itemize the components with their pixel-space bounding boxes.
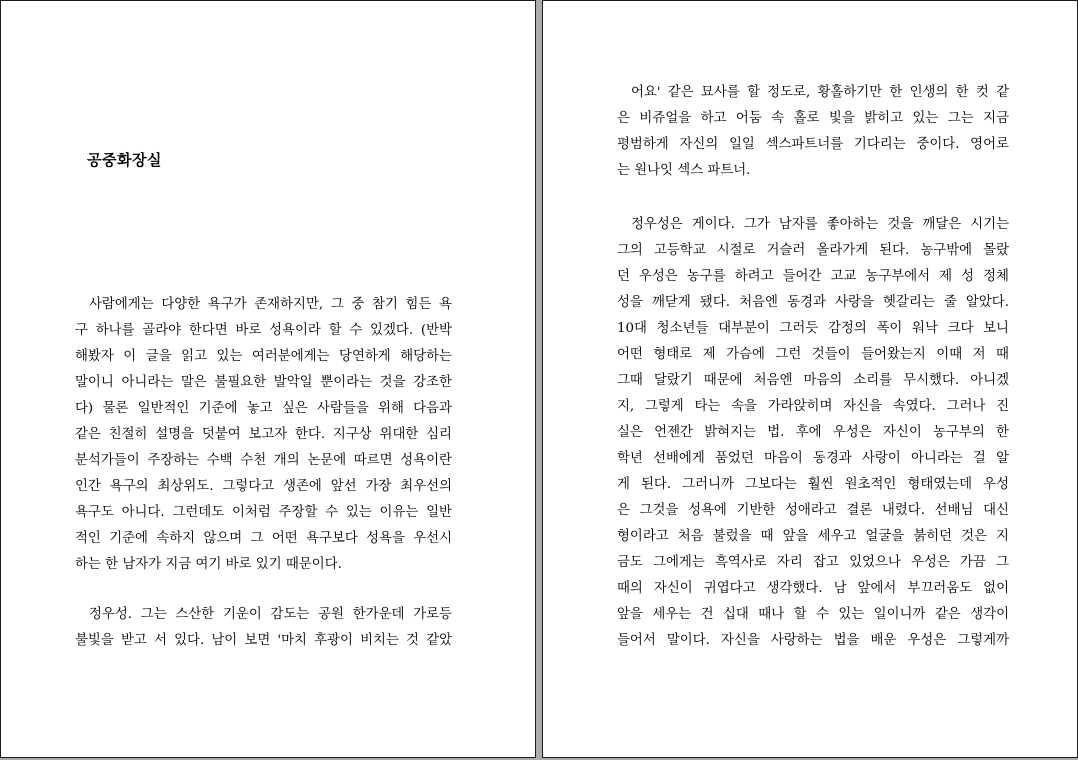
text-line: 해봤자 이 글을 읽고 있는 여러분에게는 당연하게 해당하는 [75,349,452,364]
text-line: 앞을 세우는 건 십대 때나 할 수 있는 일이니까 같은 생각이 [617,607,1009,622]
text-line: 어요' 같은 묘사를 할 정도로, 황홀하기만 한 인생의 한 컷 같 [631,85,1009,100]
text-line: 인간 욕구의 최상위도. 그렇다고 생존에 앞선 가장 최우선의 [75,479,452,494]
left-page [0,0,536,758]
text-line: 10대 청소년들 대부분이 그러듯 감정의 폭이 워낙 크다 보니 [617,321,1009,336]
text-line: 들어서 말이다. 자신을 사랑하는 법을 배운 우성은 그렇게까 [617,633,1009,648]
text-line: 때의 자신이 귀엽다고 생각했다. 남 앞에서 부끄러움도 없이 [617,581,1009,596]
text-line: 은 그것을 성욕에 기반한 성애라고 결론 내렸다. 선배님 대신 [617,503,1009,518]
text-line: 다) 물론 일반적인 기준에 놓고 싶은 사람들을 위해 다음과 [75,401,452,416]
text-line: 금도 그에게는 흑역사로 자리 잡고 있었으나 우성은 가끔 그 [617,555,1009,570]
text-line: 는 원나잇 섹스 파트너. [617,163,751,178]
text-line: 같은 친절히 설명을 덧붙여 보고자 한다. 지구상 위대한 심리 [75,427,452,442]
text-line: 하는 한 남자가 지금 여기 바로 있기 때문이다. [75,557,342,572]
text-line: 실은 언젠간 밝혀지는 법. 후에 우성은 자신이 농구부의 한 [617,425,1009,440]
text-line: 던 우성은 농구를 하려고 들어간 고교 농구부에서 제 성 정체 [617,269,1009,284]
text-line: 정우성은 게이다. 그가 남자를 좋아하는 것을 깨달은 시기는 [631,217,1009,232]
document-title: 공중화장실 [87,151,162,169]
text-line: 어떤 형태로 제 가슴에 그런 것들이 들어왔는지 이때 저 때 [617,347,1009,362]
text-line: 적인 기준에 속하지 않으며 그 어떤 욕구보다 성욕을 우선시 [75,531,452,546]
text-line: 정우성. 그는 스산한 기운이 감도는 공원 한가운데 가로등 [89,607,452,622]
text-line: 게 된다. 그러니까 그보다는 훨씬 원초적인 형태였는데 우성 [617,477,1009,492]
text-line: 성을 깨닫게 됐다. 처음엔 동경과 사랑을 헷갈리는 줄 알았다. [617,295,1009,310]
text-line: 평범하게 자신의 일일 섹스파트너를 기다리는 중이다. 영어로 [617,137,1009,152]
text-line: 은 비쥬얼을 하고 어둠 속 홀로 빛을 밝히고 있는 그는 지금 [617,111,1009,126]
text-line: 말이니 아니라는 말은 불필요한 발악일 뿐이라는 것을 강조한 [75,375,452,390]
text-line: 욕구도 아니다. 그런데도 이처럼 주장할 수 있는 이유는 일반 [75,505,452,520]
text-line: 그의 고등학교 시절로 거슬러 올라가게 된다. 농구밖에 몰랐 [617,243,1009,258]
text-line: 지, 그렇게 타는 속을 가라앉히며 자신을 속였다. 그러나 진 [617,399,1009,414]
text-line: 불빛을 받고 서 있다. 남이 보면 '마치 후광이 비치는 것 같았 [75,633,452,648]
right-page [542,0,1078,758]
text-line: 분석가들이 주장하는 수백 수천 개의 논문에 따르면 성욕이란 [75,453,452,468]
text-line: 형이라고 처음 불렀을 때 앞을 세우고 얼굴을 붉히던 것은 지 [617,529,1009,544]
text-line: 학년 선배에게 품었던 마음이 동경과 사랑이 아니라는 걸 알 [617,451,1009,466]
text-line: 구 하나를 골라야 한다면 바로 성욕이라 할 수 있겠다. (반박 [75,323,452,338]
text-line: 그때 달랐기 때문에 처음엔 마음의 소리를 무시했다. 아니겠 [617,373,1009,388]
text-line: 사람에게는 다양한 욕구가 존재하지만, 그 중 참기 힘든 욕 [89,297,452,312]
